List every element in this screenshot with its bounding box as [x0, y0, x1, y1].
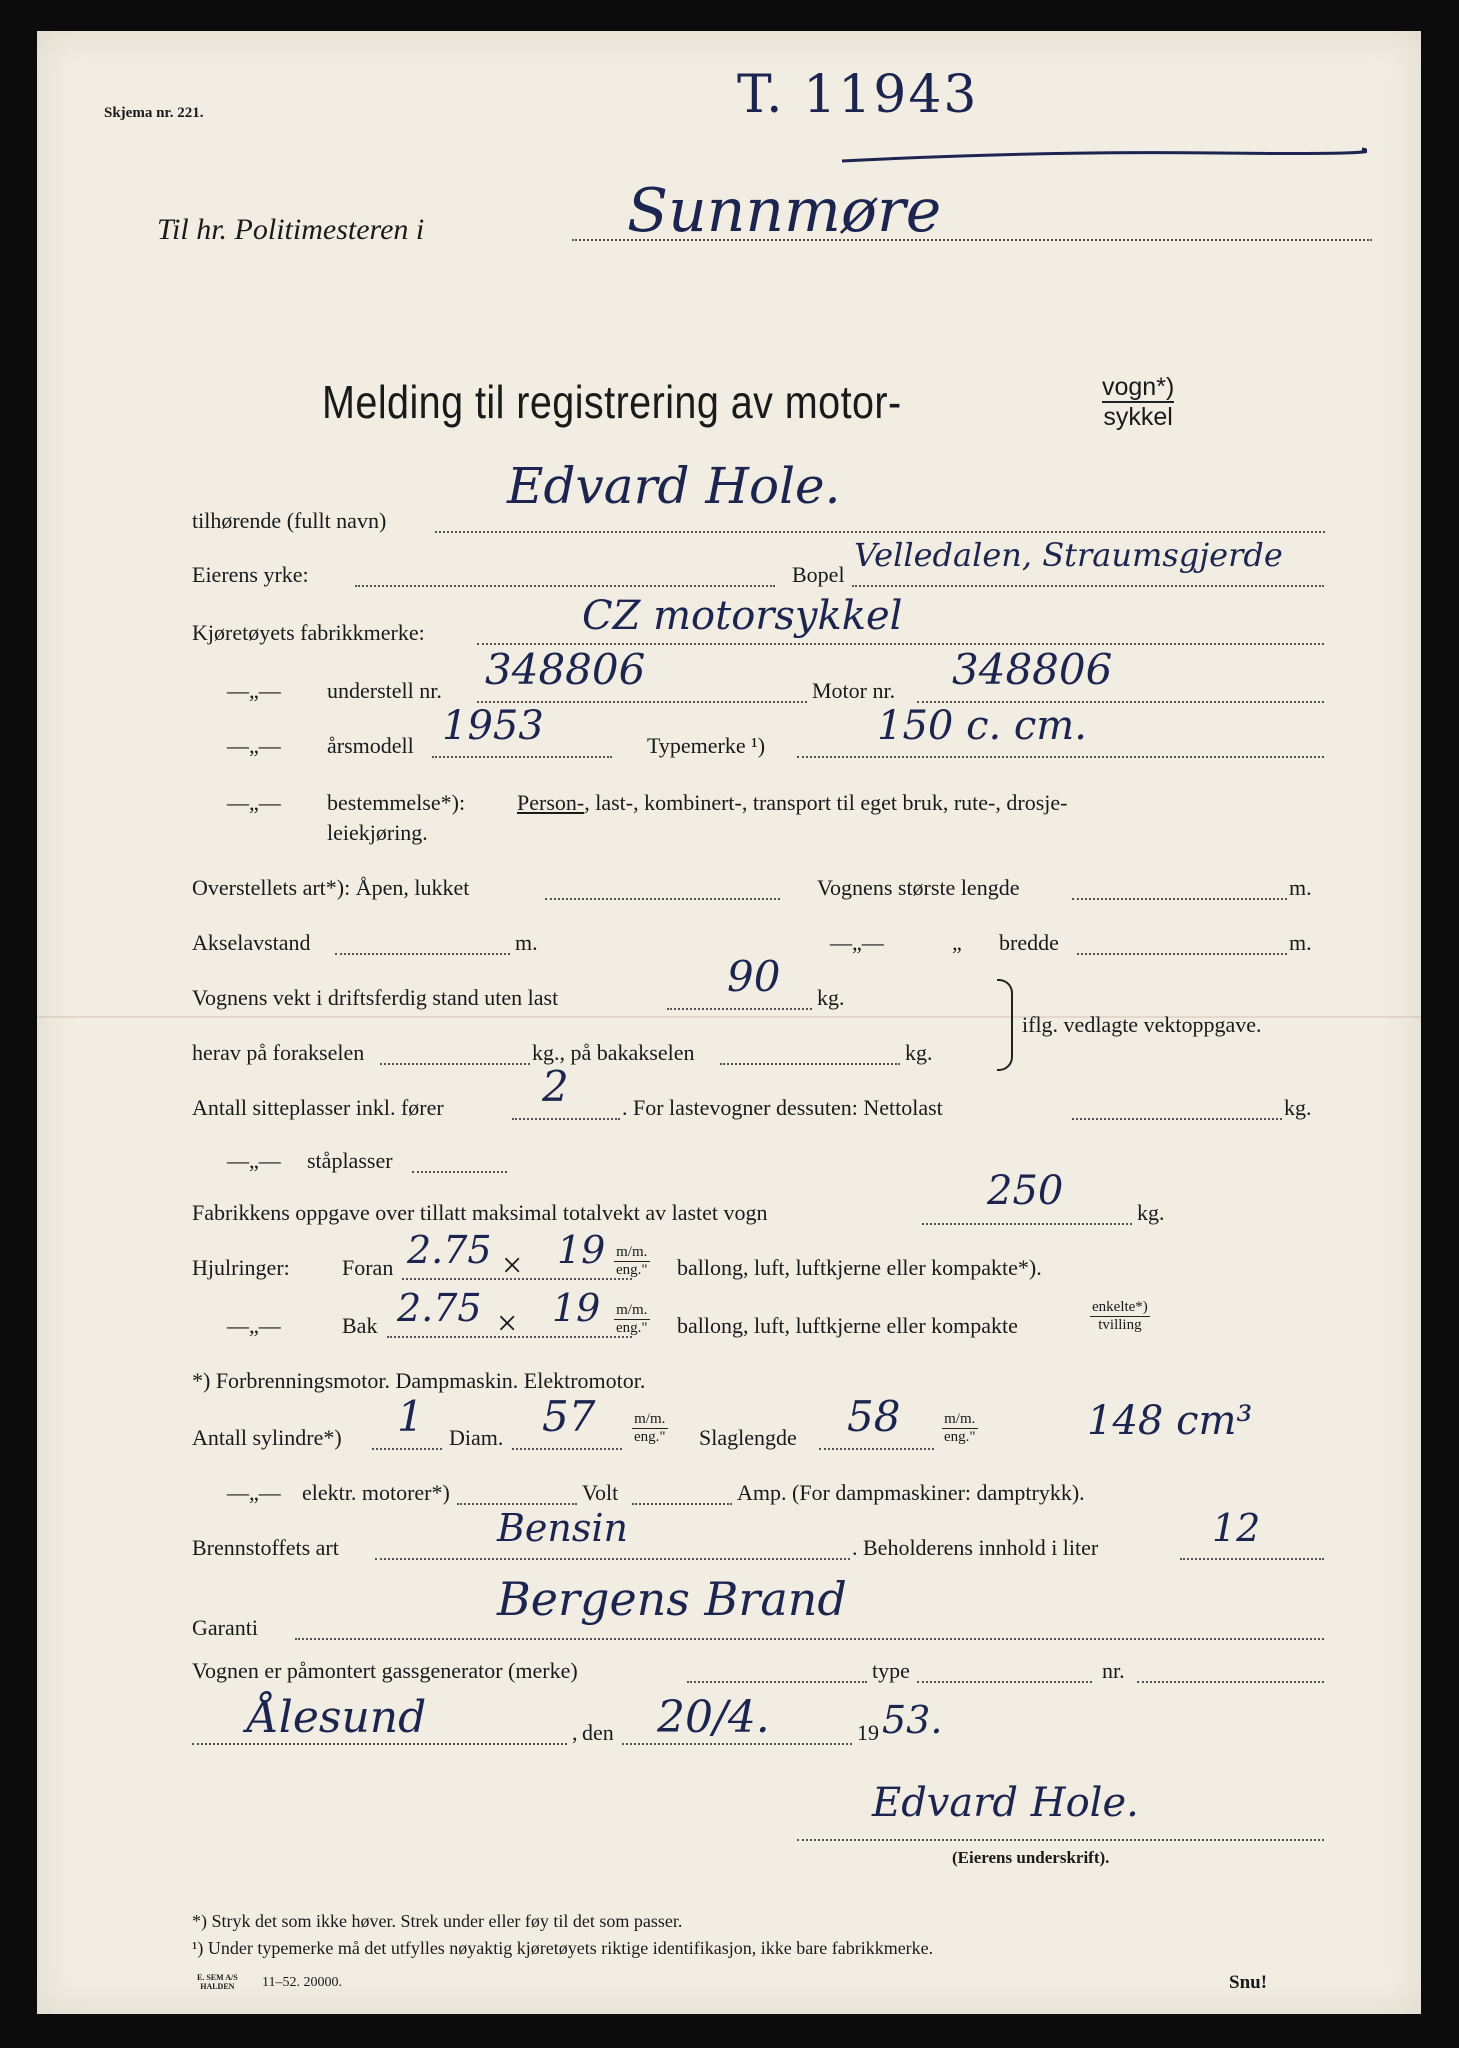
type-label: Typemerke ¹) [647, 733, 766, 758]
body-label: Overstellets art*): Åpen, lukket [192, 875, 470, 900]
tank-label: . Beholderens innhold i liter [852, 1535, 1099, 1560]
type-line [797, 756, 1324, 758]
wheels-label: Hjulringer: [192, 1255, 290, 1280]
fuel-value: Bensin [497, 1506, 629, 1550]
rear-mm: m/m. [614, 1302, 650, 1320]
year-line [432, 756, 612, 758]
tank-value: 12 [1212, 1506, 1261, 1550]
make-label: Kjøretøyets fabrikkmerke: [192, 620, 425, 645]
rear-tire-text: ballong, luft, luftkjerne eller kompakte [677, 1313, 1018, 1338]
gas-label: Vognen er påmontert gassgenerator (merke) [192, 1658, 578, 1683]
residence-label: Bopel [792, 562, 845, 587]
rear-tire-label: Bak [342, 1313, 378, 1338]
turn-over: Snu! [1229, 1972, 1268, 1993]
warranty-line [295, 1638, 1324, 1640]
cylinders-line [372, 1448, 442, 1450]
maxweight-line [922, 1223, 1132, 1225]
warranty-label: Garanti [192, 1615, 258, 1640]
residence-value: Velledalen, Straumsgjerde [854, 536, 1283, 574]
standing-label: ståplasser [307, 1148, 393, 1173]
weight-label: Vognens vekt i driftsferdig stand uten last [192, 985, 559, 1010]
ref-underline [837, 131, 1367, 171]
fuel-line [375, 1558, 850, 1560]
seats-line [512, 1118, 620, 1120]
gas-nr-label: nr. [1102, 1658, 1125, 1683]
printer-bottom: HALDEN [200, 1982, 235, 1991]
width-dash: —„— [830, 930, 884, 955]
front-unit-fraction [614, 1244, 650, 1279]
volt-label: Volt [582, 1480, 619, 1505]
electric-dash: —„— [227, 1480, 281, 1505]
electric-label: elektr. motorer*) [302, 1480, 450, 1505]
rear-axle-unit: kg. [905, 1040, 933, 1065]
cargo-label: . For lastevogner dessuten: Nettolast [622, 1095, 943, 1120]
diam-eng: eng." [634, 1429, 666, 1445]
stroke-line [819, 1448, 934, 1450]
title-fraction [1102, 373, 1174, 431]
weight-unit: kg. [817, 985, 845, 1010]
cylinders-label: Antall sylindre*) [192, 1425, 342, 1450]
title-frac-bottom: sykkel [1103, 403, 1173, 431]
rear-axle-line [720, 1063, 900, 1065]
front-tire-label: Foran [342, 1255, 394, 1280]
diam-line [512, 1448, 622, 1450]
footnote-2: ¹) Under typemerke må det utfylles nøyaktig kjøretøyets riktige identifikasjon, ikke bare fabrikkmerke. [192, 1938, 934, 1958]
residence-line [852, 585, 1324, 587]
motor-label: Motor nr. [812, 678, 896, 703]
date-comma: , [572, 1720, 578, 1745]
footnote-1: *) Stryk det som ikke høver. Strek under eller føy til det som passer. [192, 1911, 683, 1931]
single-twin-fraction [1090, 1299, 1150, 1334]
twin-label: tvilling [1098, 1317, 1142, 1333]
volt-line [632, 1503, 732, 1505]
make-value: CZ motorsykkel [582, 593, 903, 639]
purpose-dash: —„— [227, 790, 281, 815]
stroke-mm: m/m. [942, 1411, 978, 1429]
front-axle-line [380, 1063, 530, 1065]
diam-mm: m/m. [632, 1411, 668, 1429]
chassis-value: 348806 [485, 645, 646, 694]
body-line [545, 898, 780, 900]
length-unit: m. [1289, 875, 1312, 900]
rear-unit-fraction [614, 1302, 650, 1337]
purpose-label: bestemmelse*): [327, 790, 466, 815]
place-line [192, 1743, 567, 1745]
rear-tire-dash: —„— [227, 1313, 281, 1338]
single-label: enkelte*) [1092, 1299, 1148, 1315]
length-line [1072, 898, 1287, 900]
owner-signature: Edvard Hole. [872, 1780, 1139, 1826]
front-tire-a: 2.75 [407, 1228, 492, 1272]
date-line [622, 1743, 852, 1745]
signature-caption: (Eierens underskrift). [952, 1848, 1110, 1867]
to-label: Til hr. Politimesteren i [157, 213, 425, 246]
front-times: × [502, 1245, 523, 1285]
front-mm: m/m. [614, 1244, 650, 1262]
rear-tire-a: 2.75 [397, 1286, 482, 1330]
wheelbase-unit: m. [515, 930, 538, 955]
year-prefix: 19 [857, 1720, 879, 1745]
width-unit: m. [1289, 930, 1312, 955]
weight-brace [997, 979, 1013, 1071]
signature-line [797, 1839, 1324, 1841]
diam-label: Diam. [449, 1425, 504, 1450]
occupation-line [355, 585, 775, 587]
chassis-label: understell nr. [327, 678, 442, 703]
front-axle-label: herav på forakselen [192, 1040, 365, 1065]
diam-value: 57 [542, 1392, 596, 1441]
purpose-rest: , last-, kombinert-, transport til eget bruk, rute-, drosje- [584, 790, 1068, 815]
rear-axle-label: kg., på bakakselen [532, 1040, 695, 1065]
chassis-dash: —„— [227, 678, 281, 703]
cylinders-value: 1 [397, 1392, 424, 1441]
volume-value: 148 cm³ [1087, 1398, 1253, 1444]
owner-value: Edvard Hole. [507, 457, 841, 515]
gas-type-line [917, 1681, 1092, 1683]
stroke-value: 58 [847, 1392, 901, 1441]
stroke-unit-fraction [942, 1411, 978, 1446]
date-den-label: den [582, 1720, 614, 1745]
maxweight-unit: kg. [1137, 1200, 1165, 1225]
gas-type-label: type [872, 1658, 910, 1683]
seats-label: Antall sitteplasser inkl. fører [192, 1095, 444, 1120]
date-value: 20/4. [657, 1692, 770, 1743]
wheelbase-label: Akselavstand [192, 930, 311, 955]
engine-types: *) Forbrenningsmotor. Dampmaskin. Elektromotor. [192, 1368, 646, 1393]
diam-unit-fraction [632, 1411, 668, 1446]
form-sheet [37, 31, 1421, 2014]
cargo-line [1072, 1118, 1282, 1120]
stroke-label: Slaglengde [699, 1425, 797, 1450]
type-value: 150 c. cm. [877, 703, 1087, 749]
year-suffix: 53. [882, 1698, 943, 1742]
purpose-person: Person- [517, 790, 585, 815]
reference-number: T. 11943 [737, 65, 979, 125]
width-line [1077, 953, 1287, 955]
purpose-line1 [517, 791, 1067, 815]
occupation-label: Eierens yrke: [192, 562, 309, 587]
year-label: årsmodell [327, 733, 414, 758]
printer-mark [195, 1973, 240, 1991]
place-value: Ålesund [247, 1692, 427, 1743]
printer-top: E. SEM A/S [197, 1973, 238, 1982]
width-ditto: „ [952, 930, 962, 955]
standing-dash: —„— [227, 1148, 281, 1173]
rear-eng: eng." [616, 1320, 648, 1336]
standing-line [412, 1171, 507, 1173]
front-eng: eng." [616, 1262, 648, 1278]
length-label: Vognens største lengde [817, 875, 1020, 900]
gas-make-line [687, 1681, 867, 1683]
maxweight-value: 250 [987, 1168, 1064, 1214]
owner-line [435, 531, 1325, 533]
stroke-eng: eng." [944, 1429, 976, 1445]
width-label: bredde [999, 930, 1059, 955]
weight-note: iflg. vedlagte vektoppgave. [1022, 1012, 1262, 1037]
rear-times: × [497, 1303, 518, 1343]
fuel-label: Brennstoffets art [192, 1535, 339, 1560]
tank-line [1180, 1558, 1324, 1560]
rear-tire-b: 19 [552, 1286, 601, 1330]
schema-number: Skjema nr. 221. [104, 105, 204, 121]
year-value: 1953 [442, 703, 544, 749]
gas-nr-line [1137, 1681, 1324, 1683]
electric-line [457, 1503, 577, 1505]
form-title: Melding til registrering av motor- [322, 376, 902, 428]
purpose-line2: leiekjøring. [327, 820, 428, 845]
owner-label: tilhørende (fullt navn) [192, 508, 387, 533]
motor-value: 348806 [952, 645, 1113, 694]
warranty-value: Bergens Brand [497, 1572, 847, 1626]
cargo-unit: kg. [1284, 1095, 1312, 1120]
weight-line [667, 1008, 812, 1010]
wheelbase-line [335, 953, 510, 955]
weight-value: 90 [727, 952, 781, 1001]
year-dash: —„— [227, 733, 281, 758]
print-info: 11–52. 20000. [262, 1975, 342, 1990]
amp-label: Amp. (For dampmaskiner: damptrykk). [737, 1480, 1085, 1505]
title-frac-top: vogn*) [1102, 373, 1175, 401]
maxweight-label: Fabrikkens oppgave over tillatt maksimal totalvekt av lastet vogn [192, 1200, 768, 1225]
district-value: Sunnmøre [627, 176, 942, 246]
front-tire-b: 19 [557, 1228, 606, 1272]
front-tire-text: ballong, luft, luftkjerne eller kompakte*). [677, 1255, 1042, 1280]
seats-value: 2 [542, 1062, 569, 1111]
